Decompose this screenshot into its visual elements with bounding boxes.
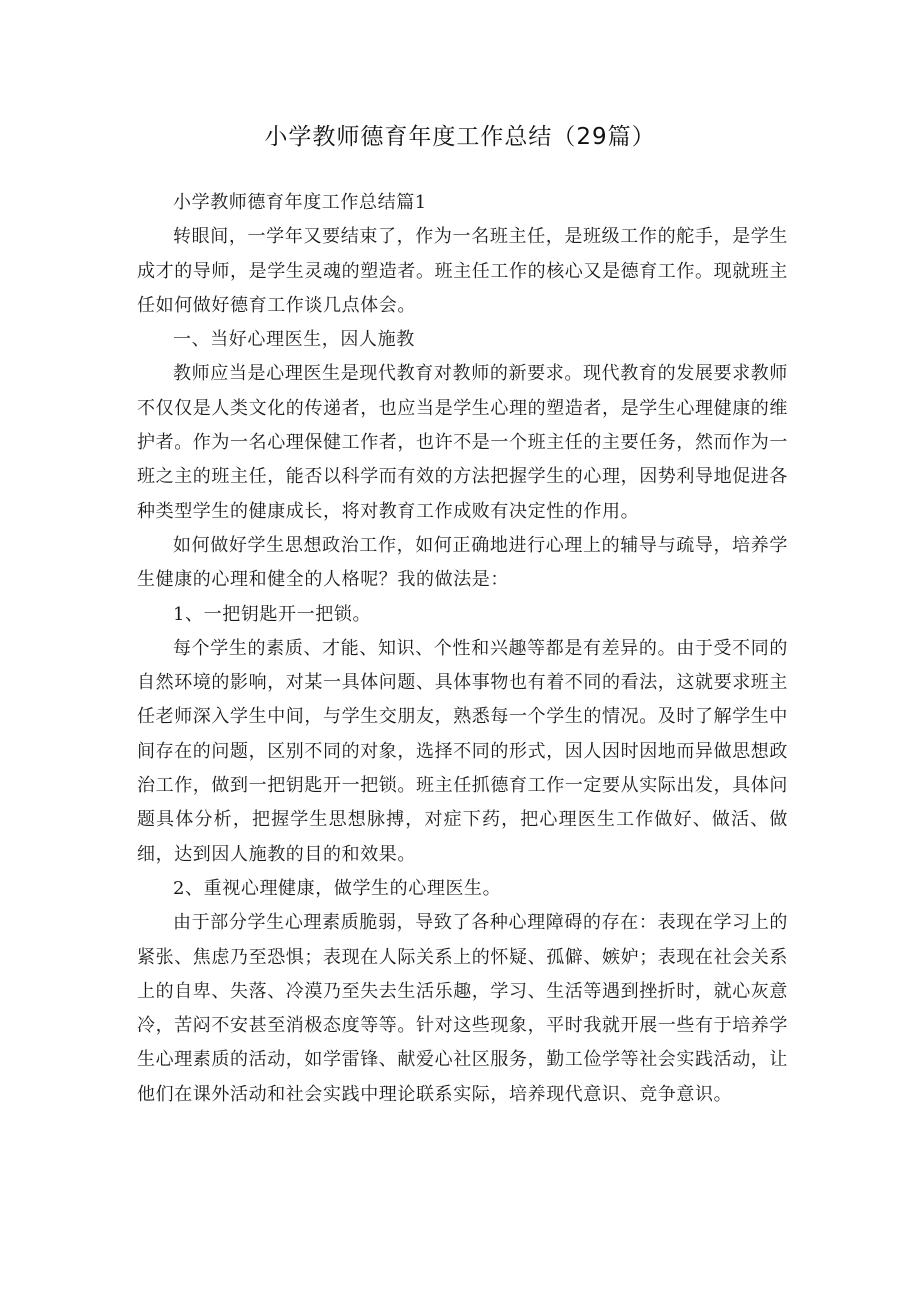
paragraph: 教师应当是心理医生是现代教育对教师的新要求。现代教育的发展要求教师不仅仅是人类文化的传递者，也应当是学生心理的塑造者，是学生心理健康的维护者。作为一名心理保健工作者，也许不是一个班主任的主要任务，然而作为一班之主的班主任，能否以科学而有效的方法把握学生的心理，因势利导地促进各种类型学生的健康成长，将对教育工作成败有决定性的作用。 (137, 363, 788, 522)
paragraph: 如何做好学生思想政治工作，如何正确地进行心理上的辅导与疏导，培养学生健康的心理和健全的人格呢？我的做法是： (137, 534, 788, 591)
document-title: 小学教师德育年度工作总结（29篇） (264, 124, 656, 150)
paragraph: 由于部分学生心理素质脆弱，导致了各种心理障碍的存在：表现在学习上的紧张、焦虑乃至恐惧；表现在人际关系上的怀疑、孤僻、嫉妒；表现在社会关系上的自卑、失落、冷漠乃至失去生活乐趣，学习、生活等遇到挫折时，就心灰意冷，苦闷不安甚至消极态度等等。针对这些现象，平时我就开展一些有于培养学生心理素质的活动，如学雷锋、献爱心社区服务，勤工俭学等社会实践活动，让他们在课外活动和社会实践中理论联系实际，培养现代意识、竞争意识。 (137, 912, 788, 1105)
section-heading: 一、当好心理医生，因人施教 (173, 329, 415, 351)
document-body (137, 186, 788, 1112)
section-heading: 小学教师德育年度工作总结篇1 (173, 192, 427, 213)
paragraph: 转眼间，一学年又要结束了，作为一名班主任，是班级工作的舵手，是学生成才的导师，是学生灵魂的塑造者。班主任工作的核心又是德育工作。现就班主任如何做好德育工作谈几点体会。 (137, 226, 788, 316)
list-item-heading: 2、重视心理健康，做学生的心理医生。 (173, 877, 502, 899)
list-item-heading: 1、一把钥匙开一把锁。 (173, 603, 372, 625)
paragraph: 每个学生的素质、才能、知识、个性和兴趣等都是有差异的。由于受不同的自然环境的影响，对某一具体问题、具体事物也有着不同的看法，这就要求班主任老师深入学生中间，与学生交朋友，熟悉每一个学生的情况。及时了解学生中间存在的问题，区别不同的对象，选择不同的形式，因人因时因地而异做思想政治工作，做到一把钥匙开一把锁。班主任抓德育工作一定要从实际出发，具体问题具体分析，把握学生思想脉搏，对症下药，把心理医生工作做好、做活、做细，达到因人施教的目的和效果。 (137, 637, 788, 865)
